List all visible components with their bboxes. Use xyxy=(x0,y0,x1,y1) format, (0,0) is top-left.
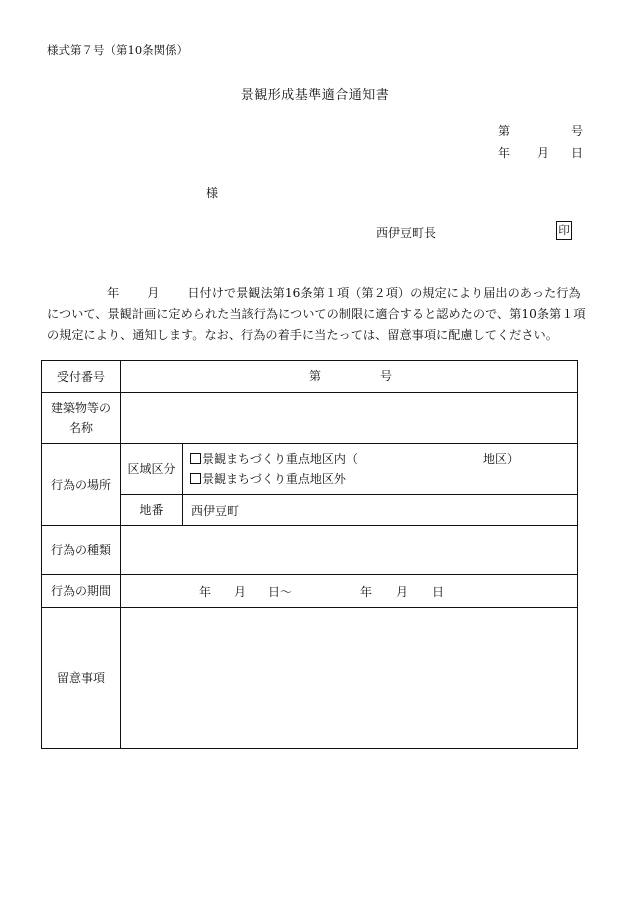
lot-field[interactable] xyxy=(183,495,578,526)
period-start-month: 月 xyxy=(234,585,247,599)
document-number-prefix: 第 xyxy=(498,124,511,138)
receipt-number-field[interactable] xyxy=(121,361,578,393)
table-row xyxy=(42,575,578,608)
notes-field[interactable] xyxy=(121,608,578,749)
zone-label: 区域区分 xyxy=(121,444,183,495)
date-month-label: 月 xyxy=(537,146,550,160)
period-start-year: 年 xyxy=(199,585,212,599)
page-title: 景観形成基準適合通知書 xyxy=(240,88,390,103)
zone-option-inside[interactable] xyxy=(183,449,577,469)
zone-option-outside[interactable] xyxy=(183,469,577,489)
zone-options xyxy=(183,444,578,495)
notice-form-table xyxy=(41,360,578,749)
lot-label: 地番 xyxy=(121,495,183,526)
period-label: 行為の期間 xyxy=(42,575,121,608)
building-name-label-line1: 建築物等の xyxy=(50,401,111,415)
period-field[interactable] xyxy=(121,575,578,608)
zone-inside-checkbox[interactable] xyxy=(190,453,201,464)
seal-box: 印 xyxy=(556,221,572,240)
zone-outside-checkbox[interactable] xyxy=(190,473,201,484)
building-name-label xyxy=(42,393,121,444)
location-label: 行為の場所 xyxy=(42,444,121,526)
issuer-name: 西伊豆町長 xyxy=(376,226,437,240)
table-row xyxy=(42,393,578,444)
notice-body xyxy=(47,283,587,346)
period-end-month: 月 xyxy=(396,585,409,599)
body-month-label: 月 xyxy=(147,286,160,300)
date-year-label: 年 xyxy=(498,146,511,160)
zone-outside-text: 景観まちづくり重点地区外 xyxy=(202,472,346,486)
building-name-field[interactable] xyxy=(121,393,578,444)
table-row xyxy=(42,444,578,495)
addressee-honorific: 様 xyxy=(206,186,219,200)
table-row xyxy=(42,608,578,749)
table-row xyxy=(42,526,578,575)
receipt-number-label: 受付番号 xyxy=(42,361,121,393)
body-text: 日付けで景観法第16条第１項（第２項）の規定により届出のあった行為について、景観計画に定められた当該行為についての制限に適合すると認めたので、第10条第１項の規定により、通知します。なお、行為の着手に当たっては、留意事項に配慮してください。 xyxy=(47,286,586,342)
notes-label: 留意事項 xyxy=(42,608,121,749)
form-number: 様式第７号（第10条関係） xyxy=(47,43,189,57)
lot-value: 西伊豆町 xyxy=(191,503,240,518)
period-end-year: 年 xyxy=(360,585,373,599)
table-row xyxy=(42,495,578,526)
receipt-number-suffix: 号 xyxy=(380,368,393,383)
table-row xyxy=(42,361,578,393)
period-start-day: 日～ xyxy=(268,585,293,599)
zone-inside-text: 景観まちづくり重点地区内（ xyxy=(202,452,358,466)
type-label: 行為の種類 xyxy=(42,526,121,575)
zone-inside-suffix: 地区） xyxy=(483,452,520,466)
document-number-suffix: 号 xyxy=(571,124,584,138)
body-year-label: 年 xyxy=(107,286,120,300)
period-end-day: 日 xyxy=(432,585,445,599)
date-day-label: 日 xyxy=(571,146,584,160)
building-name-label-line2: 名称 xyxy=(68,421,93,435)
receipt-number-prefix: 第 xyxy=(309,368,322,383)
type-field[interactable] xyxy=(121,526,578,575)
